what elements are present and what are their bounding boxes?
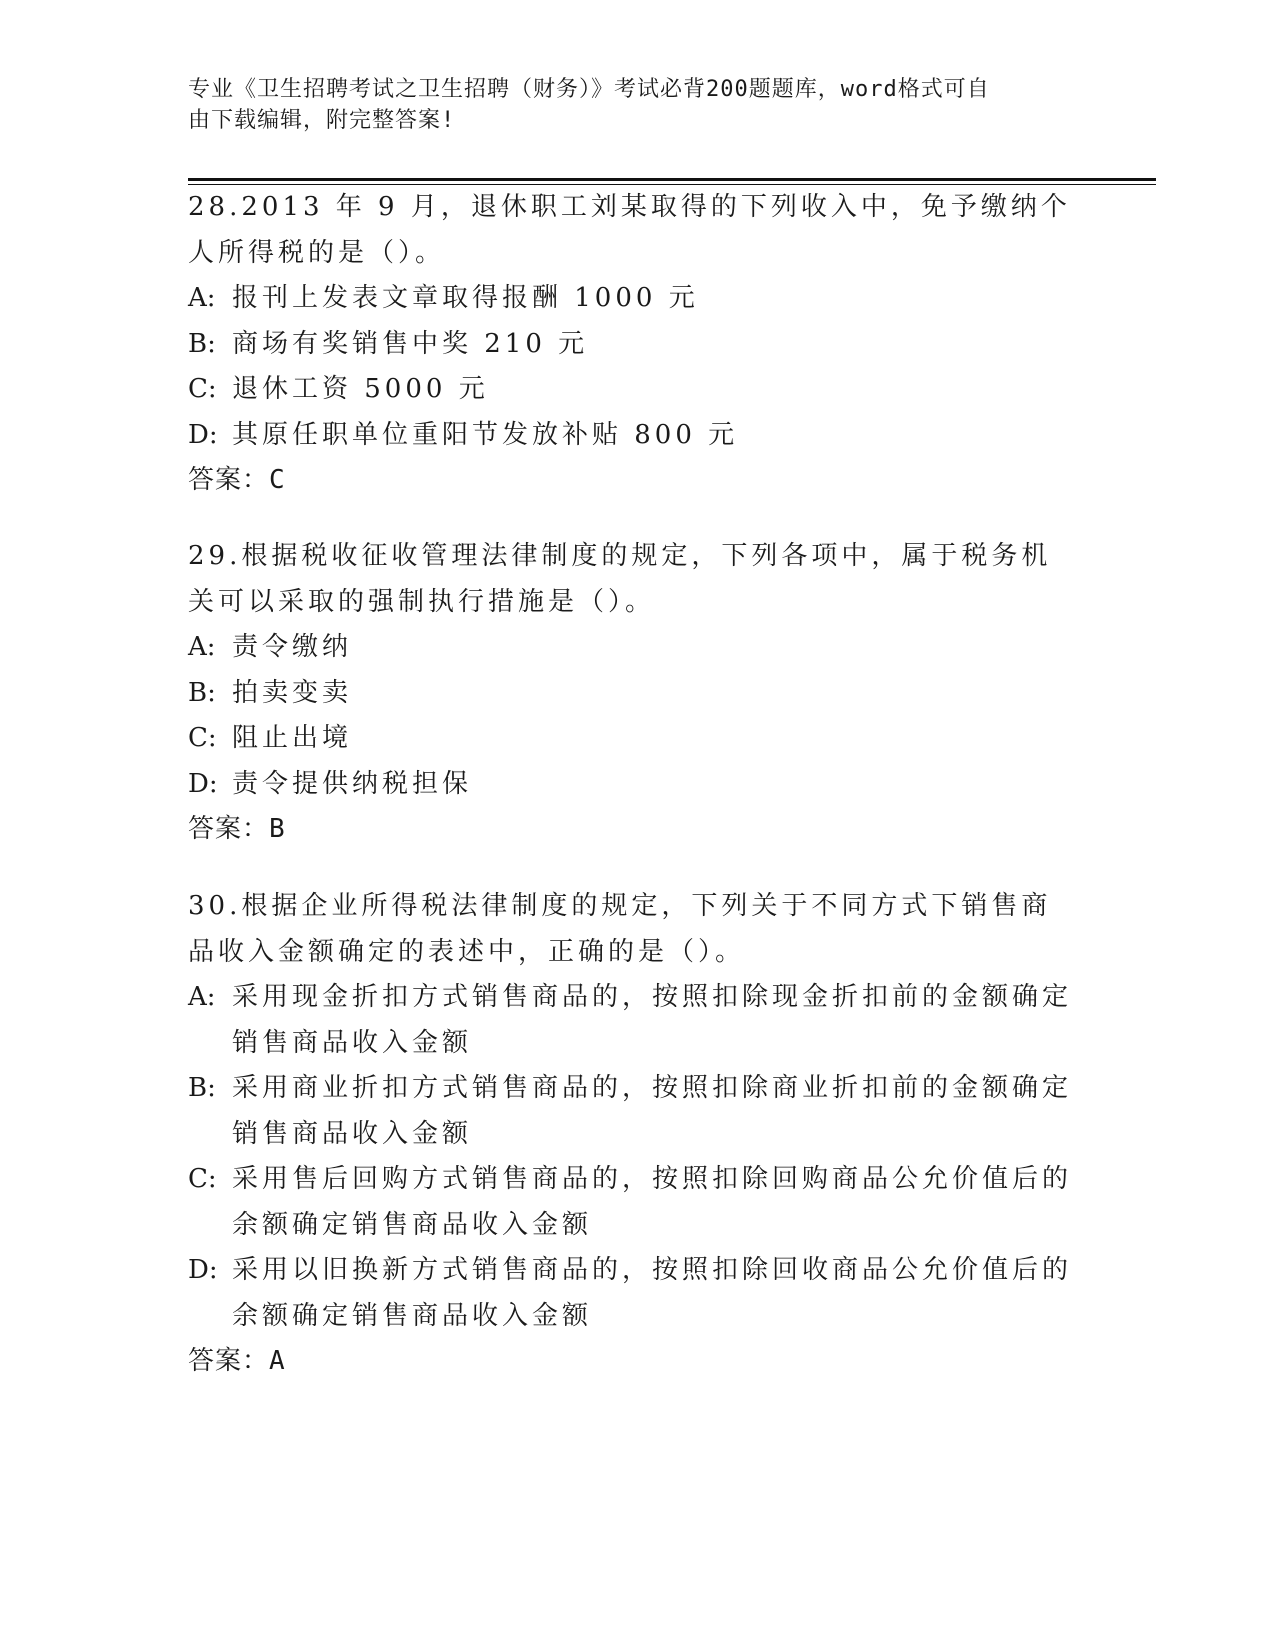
option-letter: A: [188,982,216,1012]
option-letter: C: [188,1164,217,1194]
answer-value: B [269,814,286,844]
option-text: 采用现金折扣方式销售商品的，按照扣除现金折扣前的金额确定销售商品收入金额 [232,982,1073,1058]
option-text: 采用以旧换新方式销售商品的，按照扣除回收商品公允价值后的余额确定销售商品收入金额 [232,1255,1073,1331]
option-a [188,975,1078,1066]
option-letter: A: [188,283,216,313]
option-d [188,1248,1078,1339]
option-c [188,367,1078,413]
option-letter: B: [188,328,216,359]
option-d [188,762,1078,808]
answer-line [188,458,1078,504]
question-number: 29. [188,541,242,571]
question-stem: 2013 年 9 月，退休职工刘某取得的下列收入中，免予缴纳个人所得税的是（）。 [188,192,1071,268]
question-29 [188,534,1078,853]
option-letter: B: [188,677,216,708]
option-letter: B: [188,1073,216,1103]
question-number: 30. [188,891,242,921]
option-text: 商场有奖销售中奖 210 元 [232,328,589,359]
option-b [188,671,1078,717]
option-letter: A: [188,632,216,662]
option-text: 阻止出境 [232,723,353,753]
option-d [188,413,1078,459]
option-text: 采用售后回购方式销售商品的，按照扣除回购商品公允价值后的余额确定销售商品收入金额 [232,1164,1073,1240]
option-text: 采用商业折扣方式销售商品的，按照扣除商业折扣前的金额确定销售商品收入金额 [232,1073,1073,1149]
question-text [188,534,1078,625]
header-line-2: 由下载编辑，附完整答案! [188,108,456,133]
option-text: 拍卖变卖 [232,677,353,708]
answer-label: 答案： [188,465,270,495]
option-letter: C: [188,723,217,753]
option-text: 其原任职单位重阳节发放补贴 800 元 [232,419,739,450]
option-letter: D: [188,1255,218,1285]
answer-label: 答案： [188,1346,270,1376]
option-a [188,625,1078,671]
header-line-1: 专业《卫生招聘考试之卫生招聘（财务）》考试必背200题题库，word格式可自 [188,77,990,102]
question-number: 28. [188,192,242,222]
option-letter: D: [188,419,218,450]
option-b [188,1066,1078,1157]
answer-value: A [269,1346,286,1376]
option-text: 报刊上发表文章取得报酬 1000 元 [232,283,699,313]
question-30 [188,884,1078,1385]
answer-line [188,807,1078,853]
option-text: 退休工资 5000 元 [232,374,489,404]
option-text: 责令缴纳 [232,632,353,662]
option-c [188,1157,1078,1248]
question-stem: 根据企业所得税法律制度的规定，下列关于不同方式下销售商品收入金额确定的表述中，正确的是（）。 [188,891,1052,967]
option-text: 责令提供纳税担保 [232,768,473,799]
header-rule-thick [188,178,1156,181]
question-text [188,884,1078,975]
option-a [188,276,1078,322]
answer-label: 答案： [188,814,270,844]
option-b [188,322,1078,368]
answer-line [188,1339,1078,1385]
question-stem: 根据税收征收管理法律制度的规定，下列各项中，属于税务机关可以采取的强制执行措施是（）。 [188,541,1052,617]
question-28 [188,185,1078,504]
answer-value: C [269,465,286,495]
document-header [188,74,1068,136]
option-c [188,716,1078,762]
question-text [188,185,1078,276]
option-letter: C: [188,374,217,404]
option-letter: D: [188,768,218,799]
